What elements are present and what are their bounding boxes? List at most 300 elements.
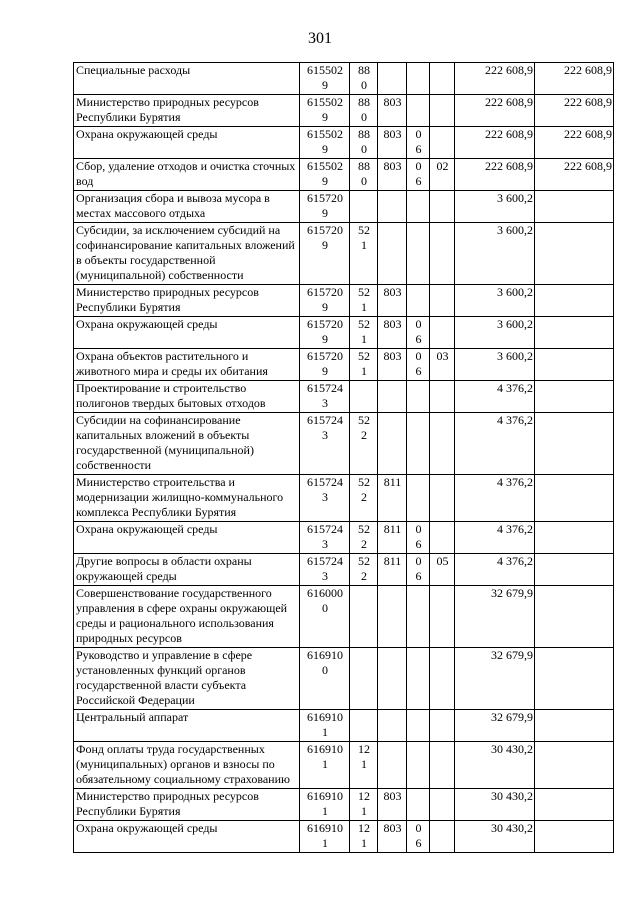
target-article-code-wrap: 3 xyxy=(322,569,328,583)
section-code-cell xyxy=(407,285,430,317)
target-article-code-wrap: 9 xyxy=(322,78,328,92)
ministry-code: 803 xyxy=(383,127,402,141)
target-article-code: 615724 xyxy=(307,475,343,489)
target-article-code-wrap: 1 xyxy=(322,836,328,850)
target-article-code-wrap: 1 xyxy=(322,804,328,818)
expense-type-code-wrap: 0 xyxy=(361,78,367,92)
target-article-code-wrap: 9 xyxy=(322,206,328,220)
expense-type-code: 12 xyxy=(358,821,370,835)
ministry-code-cell xyxy=(378,413,407,475)
subsection-code-cell xyxy=(430,789,455,821)
ministry-code-cell xyxy=(378,742,407,789)
amount-cell xyxy=(455,648,535,710)
subsection-code-cell xyxy=(430,821,455,853)
row-name: Руководство и управление в сфере установленных функций органов государственной власти субъекта Российской Федерации xyxy=(76,648,253,707)
subsection-code-cell xyxy=(430,63,455,95)
expense-type-code: 52 xyxy=(358,522,370,536)
target-article-code-cell xyxy=(300,191,350,223)
target-article-code-wrap: 3 xyxy=(322,490,328,504)
ministry-code: 811 xyxy=(383,522,402,536)
subsection-code-cell xyxy=(430,349,455,381)
expense-type-code: 52 xyxy=(358,349,370,363)
ministry-code: 803 xyxy=(383,349,402,363)
amount-value: 4 376,2 xyxy=(497,475,533,489)
amount-2-cell xyxy=(535,648,614,710)
row-name-cell xyxy=(74,648,300,710)
expense-type-code-wrap: 0 xyxy=(361,174,367,188)
amount-cell xyxy=(455,522,535,554)
amount-2-cell xyxy=(535,742,614,789)
amount-cell xyxy=(455,821,535,853)
expense-type-code-wrap: 0 xyxy=(361,142,367,156)
amount-2-value: 222 608,9 xyxy=(564,63,612,77)
ministry-code-cell xyxy=(378,586,407,648)
target-article-code: 615502 xyxy=(307,63,343,77)
ministry-code-cell xyxy=(378,554,407,586)
ministry-code-cell xyxy=(378,381,407,413)
section-code-wrap: 6 xyxy=(415,836,422,850)
target-article-code: 616910 xyxy=(307,789,343,803)
section-code-cell xyxy=(407,63,430,95)
target-article-code: 615720 xyxy=(307,349,343,363)
section-code-cell xyxy=(407,586,430,648)
ministry-code-cell xyxy=(378,63,407,95)
expense-type-code-wrap: 2 xyxy=(361,537,367,551)
amount-2-cell xyxy=(535,821,614,853)
target-article-code: 616910 xyxy=(307,742,343,756)
ministry-code-cell xyxy=(378,223,407,285)
section-code-wrap: 6 xyxy=(415,174,422,188)
table-row xyxy=(74,317,614,349)
ministry-code-cell xyxy=(378,285,407,317)
ministry-code-cell xyxy=(378,710,407,742)
row-name-cell xyxy=(74,223,300,285)
row-name: Фонд оплаты труда государственных (муниципальных) органов и взносы по обязательному социальному страхованию xyxy=(76,742,290,786)
expense-type-code-wrap: 1 xyxy=(361,364,367,378)
table-row xyxy=(74,413,614,475)
expense-type-code: 12 xyxy=(358,742,370,756)
amount-2-cell xyxy=(535,191,614,223)
expense-type-code-cell xyxy=(350,413,378,475)
subsection-code: 05 xyxy=(436,554,449,568)
amount-2-cell xyxy=(535,95,614,127)
amount-2-cell xyxy=(535,381,614,413)
row-name: Проектирование и строительство полигонов твердых бытовых отходов xyxy=(76,381,266,410)
table-row xyxy=(74,191,614,223)
ministry-code-cell xyxy=(378,159,407,191)
table-row xyxy=(74,475,614,522)
subsection-code-cell xyxy=(430,648,455,710)
amount-value: 3 600,2 xyxy=(497,349,533,363)
section-code-wrap: 6 xyxy=(415,537,422,551)
amount-2-cell xyxy=(535,554,614,586)
row-name-cell xyxy=(74,95,300,127)
expense-type-code-wrap: 1 xyxy=(361,300,367,314)
target-article-code: 615720 xyxy=(307,223,343,237)
table-row xyxy=(74,127,614,159)
amount-value: 3 600,2 xyxy=(497,317,533,331)
section-code: 0 xyxy=(415,821,422,835)
expense-type-code-cell xyxy=(350,586,378,648)
amount-cell xyxy=(455,554,535,586)
section-code: 0 xyxy=(415,554,422,568)
amount-value: 4 376,2 xyxy=(497,413,533,427)
subsection-code-cell xyxy=(430,191,455,223)
amount-2-cell xyxy=(535,475,614,522)
target-article-code-cell xyxy=(300,127,350,159)
table-row xyxy=(74,522,614,554)
amount-2-cell xyxy=(535,127,614,159)
expense-type-code-cell xyxy=(350,821,378,853)
amount-value: 3 600,2 xyxy=(497,191,533,205)
amount-2-cell xyxy=(535,710,614,742)
target-article-code-cell xyxy=(300,522,350,554)
row-name: Совершенствование государственного управления в сфере охраны окружающей среды и рационального использования природных ресурсов xyxy=(76,586,288,645)
expense-type-code-wrap: 1 xyxy=(361,836,367,850)
subsection-code-cell xyxy=(430,522,455,554)
amount-cell xyxy=(455,475,535,522)
expense-type-code: 52 xyxy=(358,223,370,237)
table-row xyxy=(74,381,614,413)
ministry-code-cell xyxy=(378,95,407,127)
ministry-code: 803 xyxy=(383,159,402,173)
amount-2-value: 222 608,9 xyxy=(564,159,612,173)
expense-type-code-cell xyxy=(350,159,378,191)
expense-type-code-cell xyxy=(350,789,378,821)
ministry-code-cell xyxy=(378,317,407,349)
expense-type-code-cell xyxy=(350,742,378,789)
amount-cell xyxy=(455,710,535,742)
amount-value: 32 679,9 xyxy=(491,648,533,662)
amount-2-cell xyxy=(535,317,614,349)
section-code-cell xyxy=(407,381,430,413)
target-article-code-cell xyxy=(300,349,350,381)
target-article-code-cell xyxy=(300,710,350,742)
target-article-code-cell xyxy=(300,821,350,853)
amount-value: 4 376,2 xyxy=(497,522,533,536)
row-name: Центральный аппарат xyxy=(76,710,189,724)
section-code-cell xyxy=(407,475,430,522)
target-article-code-wrap: 1 xyxy=(322,725,328,739)
amount-value: 222 608,9 xyxy=(485,63,533,77)
target-article-code: 615502 xyxy=(307,159,343,173)
amount-value: 3 600,2 xyxy=(497,223,533,237)
ministry-code-cell xyxy=(378,191,407,223)
target-article-code: 615720 xyxy=(307,317,343,331)
ministry-code-cell xyxy=(378,127,407,159)
amount-2-value: 222 608,9 xyxy=(564,95,612,109)
subsection-code-cell xyxy=(430,381,455,413)
amount-cell xyxy=(455,63,535,95)
section-code-cell xyxy=(407,159,430,191)
subsection-code-cell xyxy=(430,223,455,285)
row-name: Охрана окружающей среды xyxy=(76,821,218,835)
section-code-cell xyxy=(407,710,430,742)
amount-value: 30 430,2 xyxy=(491,789,533,803)
row-name: Организация сбора и вывоза мусора в местах массового отдыха xyxy=(76,191,270,220)
ministry-code: 803 xyxy=(383,285,402,299)
ministry-code: 811 xyxy=(383,475,402,489)
target-article-code: 616910 xyxy=(307,821,343,835)
table-row xyxy=(74,95,614,127)
amount-value: 222 608,9 xyxy=(485,159,533,173)
target-article-code: 615724 xyxy=(307,381,343,395)
ministry-code-cell xyxy=(378,349,407,381)
target-article-code: 615720 xyxy=(307,285,343,299)
amount-value: 222 608,9 xyxy=(485,127,533,141)
expense-type-code-wrap: 1 xyxy=(361,757,367,771)
amount-cell xyxy=(455,285,535,317)
expense-type-code-wrap: 1 xyxy=(361,238,367,252)
section-code-cell xyxy=(407,648,430,710)
target-article-code-cell xyxy=(300,789,350,821)
table-row xyxy=(74,285,614,317)
section-code-cell xyxy=(407,95,430,127)
target-article-code-wrap: 9 xyxy=(322,300,328,314)
target-article-code-cell xyxy=(300,586,350,648)
expense-type-code-wrap: 2 xyxy=(361,428,367,442)
page-number: 301 xyxy=(308,30,332,47)
ministry-code-cell xyxy=(378,789,407,821)
ministry-code-cell xyxy=(378,522,407,554)
expense-type-code-cell xyxy=(350,127,378,159)
expense-type-code-cell xyxy=(350,710,378,742)
expense-type-code: 88 xyxy=(358,159,370,173)
target-article-code-wrap: 1 xyxy=(322,757,328,771)
target-article-code-wrap: 9 xyxy=(322,332,328,346)
subsection-code: 02 xyxy=(436,159,449,173)
target-article-code-wrap: 0 xyxy=(322,601,328,615)
target-article-code-wrap: 0 xyxy=(322,663,328,677)
target-article-code-wrap: 9 xyxy=(322,110,328,124)
subsection-code-cell xyxy=(430,475,455,522)
expense-type-code: 12 xyxy=(358,789,370,803)
row-name-cell xyxy=(74,191,300,223)
target-article-code-cell xyxy=(300,159,350,191)
row-name-cell xyxy=(74,821,300,853)
expense-type-code-wrap: 2 xyxy=(361,490,367,504)
section-code-wrap: 6 xyxy=(415,142,422,156)
row-name: Охрана окружающей среды xyxy=(76,127,218,141)
subsection-code-cell xyxy=(430,285,455,317)
amount-value: 4 376,2 xyxy=(497,554,533,568)
target-article-code-cell xyxy=(300,95,350,127)
amount-2-cell xyxy=(535,789,614,821)
target-article-code-wrap: 3 xyxy=(322,537,328,551)
amount-value: 30 430,2 xyxy=(491,742,533,756)
table-row xyxy=(74,789,614,821)
section-code-wrap: 6 xyxy=(415,332,422,346)
section-code-cell xyxy=(407,789,430,821)
amount-cell xyxy=(455,317,535,349)
target-article-code-wrap: 9 xyxy=(322,238,328,252)
row-name: Министерство природных ресурсов Республики Бурятия xyxy=(76,95,259,124)
section-code: 0 xyxy=(415,349,422,363)
target-article-code-wrap: 9 xyxy=(322,174,328,188)
expense-type-code: 52 xyxy=(358,285,370,299)
section-code-cell xyxy=(407,554,430,586)
subsection-code-cell xyxy=(430,127,455,159)
expense-type-code-cell xyxy=(350,554,378,586)
table-row xyxy=(74,63,614,95)
amount-cell xyxy=(455,223,535,285)
target-article-code-cell xyxy=(300,413,350,475)
budget-table-body xyxy=(74,63,614,853)
ministry-code: 803 xyxy=(383,821,402,835)
amount-2-cell xyxy=(535,223,614,285)
ministry-code: 803 xyxy=(383,317,402,331)
subsection-code: 03 xyxy=(436,349,449,363)
row-name-cell xyxy=(74,63,300,95)
expense-type-code-cell xyxy=(350,381,378,413)
ministry-code-cell xyxy=(378,648,407,710)
section-code-cell xyxy=(407,821,430,853)
table-row xyxy=(74,710,614,742)
target-article-code-cell xyxy=(300,63,350,95)
row-name-cell xyxy=(74,742,300,789)
amount-value: 3 600,2 xyxy=(497,285,533,299)
ministry-code-cell xyxy=(378,475,407,522)
amount-cell xyxy=(455,95,535,127)
amount-cell xyxy=(455,742,535,789)
row-name-cell xyxy=(74,554,300,586)
target-article-code-wrap: 3 xyxy=(322,428,328,442)
amount-2-cell xyxy=(535,522,614,554)
section-code-wrap: 6 xyxy=(415,569,422,583)
amount-2-cell xyxy=(535,586,614,648)
target-article-code-wrap: 9 xyxy=(322,142,328,156)
amount-value: 32 679,9 xyxy=(491,586,533,600)
section-code: 0 xyxy=(415,127,422,141)
row-name: Сбор, удаление отходов и очистка сточных вод xyxy=(76,159,296,188)
target-article-code: 615724 xyxy=(307,522,343,536)
table-row xyxy=(74,554,614,586)
target-article-code-cell xyxy=(300,223,350,285)
target-article-code: 615724 xyxy=(307,554,343,568)
ministry-code: 803 xyxy=(383,789,402,803)
expense-type-code: 52 xyxy=(358,413,370,427)
section-code-cell xyxy=(407,522,430,554)
section-code: 0 xyxy=(415,522,422,536)
row-name: Охрана окружающей среды xyxy=(76,522,218,536)
section-code-cell xyxy=(407,127,430,159)
expense-type-code-cell xyxy=(350,349,378,381)
target-article-code-cell xyxy=(300,381,350,413)
target-article-code: 616000 xyxy=(307,586,343,600)
expense-type-code: 88 xyxy=(358,63,370,77)
subsection-code-cell xyxy=(430,710,455,742)
expense-type-code: 88 xyxy=(358,95,370,109)
target-article-code: 615724 xyxy=(307,413,343,427)
target-article-code-cell xyxy=(300,742,350,789)
amount-value: 222 608,9 xyxy=(485,95,533,109)
target-article-code-cell xyxy=(300,648,350,710)
expense-type-code-cell xyxy=(350,522,378,554)
amount-cell xyxy=(455,349,535,381)
section-code: 0 xyxy=(415,159,422,173)
amount-2-cell xyxy=(535,285,614,317)
row-name: Охрана объектов растительного и животного мира и среды их обитания xyxy=(76,349,268,378)
amount-cell xyxy=(455,159,535,191)
expense-type-code: 88 xyxy=(358,127,370,141)
section-code-cell xyxy=(407,413,430,475)
ministry-code-cell xyxy=(378,821,407,853)
amount-value: 32 679,9 xyxy=(491,710,533,724)
amount-cell xyxy=(455,191,535,223)
row-name-cell xyxy=(74,317,300,349)
expense-type-code-wrap: 2 xyxy=(361,569,367,583)
section-code-cell xyxy=(407,742,430,789)
amount-cell xyxy=(455,381,535,413)
subsection-code-cell xyxy=(430,159,455,191)
row-name-cell xyxy=(74,381,300,413)
subsection-code-cell xyxy=(430,413,455,475)
target-article-code: 616910 xyxy=(307,648,343,662)
table-row xyxy=(74,349,614,381)
row-name: Министерство природных ресурсов Республики Бурятия xyxy=(76,285,259,314)
amount-cell xyxy=(455,586,535,648)
row-name-cell xyxy=(74,285,300,317)
row-name-cell xyxy=(74,710,300,742)
row-name: Субсидии, за исключением субсидий на софинансирование капитальных вложений в объекты государственной (муниципальной) собственности xyxy=(76,223,295,282)
section-code-cell xyxy=(407,349,430,381)
row-name: Специальные расходы xyxy=(76,63,191,77)
expense-type-code: 52 xyxy=(358,317,370,331)
subsection-code-cell xyxy=(430,317,455,349)
row-name-cell xyxy=(74,127,300,159)
budget-table xyxy=(73,62,614,853)
target-article-code-wrap: 3 xyxy=(322,396,328,410)
amount-cell xyxy=(455,789,535,821)
subsection-code-cell xyxy=(430,95,455,127)
table-row xyxy=(74,159,614,191)
amount-2-cell xyxy=(535,413,614,475)
row-name-cell xyxy=(74,475,300,522)
expense-type-code-cell xyxy=(350,63,378,95)
subsection-code-cell xyxy=(430,742,455,789)
section-code-cell xyxy=(407,223,430,285)
expense-type-code: 52 xyxy=(358,475,370,489)
expense-type-code-cell xyxy=(350,475,378,522)
section-code-cell xyxy=(407,317,430,349)
target-article-code-cell xyxy=(300,475,350,522)
row-name-cell xyxy=(74,789,300,821)
expense-type-code-cell xyxy=(350,285,378,317)
expense-type-code-cell xyxy=(350,95,378,127)
row-name: Субсидии на софинансирование капитальных вложений в объекты государственной (муниципальной) собственности xyxy=(76,413,254,472)
subsection-code-cell xyxy=(430,554,455,586)
target-article-code-cell xyxy=(300,554,350,586)
row-name-cell xyxy=(74,349,300,381)
section-code-cell xyxy=(407,191,430,223)
amount-value: 30 430,2 xyxy=(491,821,533,835)
target-article-code-cell xyxy=(300,285,350,317)
amount-2-cell xyxy=(535,159,614,191)
target-article-code: 615502 xyxy=(307,95,343,109)
expense-type-code-wrap: 0 xyxy=(361,110,367,124)
target-article-code-wrap: 9 xyxy=(322,364,328,378)
row-name: Министерство строительства и модернизации жилищно-коммунального комплекса Республики Бурятия xyxy=(76,475,284,519)
table-row xyxy=(74,648,614,710)
subsection-code-cell xyxy=(430,586,455,648)
expense-type-code: 52 xyxy=(358,554,370,568)
expense-type-code-wrap: 1 xyxy=(361,804,367,818)
row-name-cell xyxy=(74,586,300,648)
target-article-code-cell xyxy=(300,317,350,349)
target-article-code: 615502 xyxy=(307,127,343,141)
row-name-cell xyxy=(74,413,300,475)
section-code: 0 xyxy=(415,317,422,331)
